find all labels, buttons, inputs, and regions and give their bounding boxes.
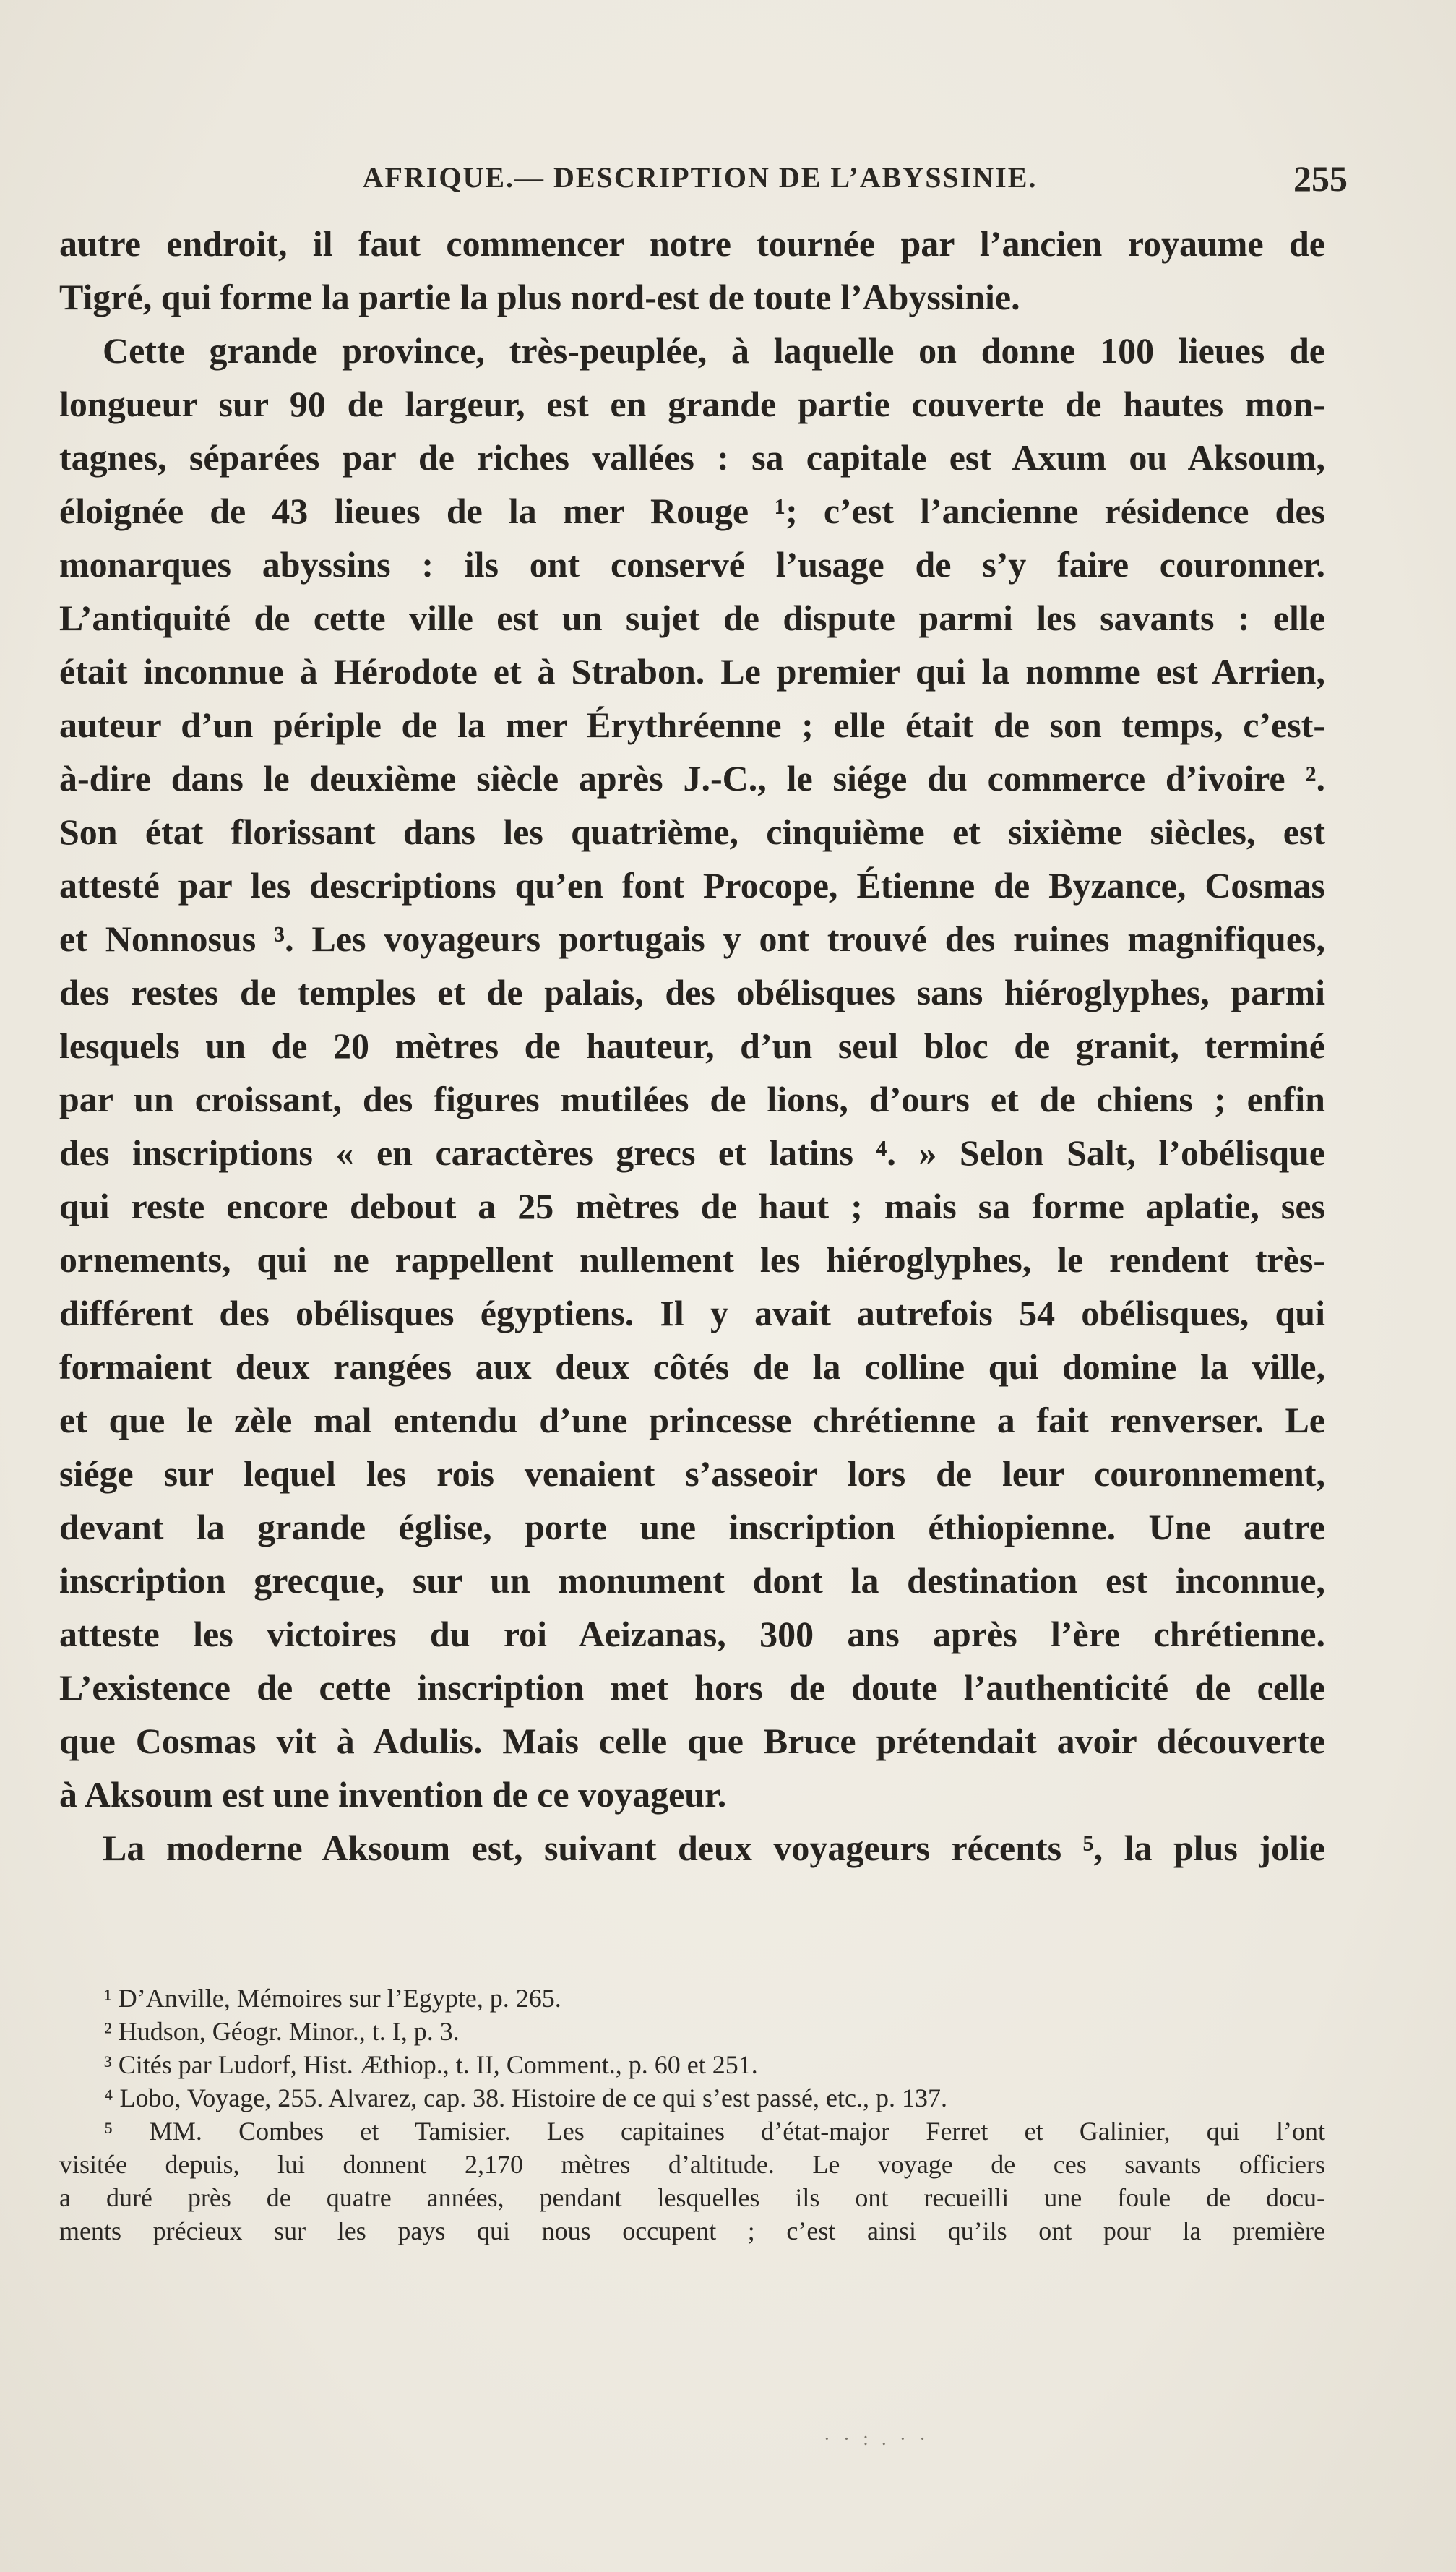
- page-number: 255: [1293, 158, 1348, 199]
- text-line: inscription grecque, sur un monument dont la destination est inconnue,: [59, 1560, 1325, 1601]
- text-line: et que le zèle mal entendu d’une princesse chrétienne a fait renverser. Le: [59, 1400, 1325, 1440]
- footnote-line: ments précieux sur les pays qui nous occupent ; c’est ainsi qu’ils ont pour la première: [59, 2216, 1325, 2245]
- footnote-line: ⁵ MM. Combes et Tamisier. Les capitaines d’état-major Ferret et Galinier, qui l’ont: [104, 2117, 1325, 2146]
- text-line: siége sur lequel les rois venaient s’asseoir lors de leur couronnement,: [59, 1453, 1325, 1494]
- text-line: attesté par les descriptions qu’en font Procope, Étienne de Byzance, Cosmas: [59, 865, 1325, 906]
- text-line: auteur d’un périple de la mer Érythréenne ; elle était de son temps, c’est-: [59, 705, 1325, 745]
- text-line: atteste les victoires du roi Aeizanas, 300 ans après l’ère chrétienne.: [59, 1614, 1325, 1654]
- footnote-line: visitée depuis, lui donnent 2,170 mètres d’altitude. Le voyage de ces savants officiers: [59, 2150, 1325, 2179]
- text-line: La moderne Aksoum est, suivant deux voyageurs récents ⁵, la plus jolie: [103, 1828, 1325, 1868]
- text-line: tagnes, séparées par de riches vallées : sa capitale est Axum ou Aksoum,: [59, 437, 1325, 478]
- text-line: Son état florissant dans les quatrième, cinquième et sixième siècles, est: [59, 812, 1325, 852]
- text-line: devant la grande église, porte une inscription éthiopienne. Une autre: [59, 1507, 1325, 1547]
- text-line: différent des obélisques égyptiens. Il y avait autrefois 54 obélisques, qui: [59, 1293, 1325, 1333]
- paper-specks-decoration: · · : . · ·: [824, 2428, 930, 2449]
- text-line: des inscriptions « en caractères grecs et latins ⁴. » Selon Salt, l’obélisque: [59, 1132, 1325, 1173]
- text-line: et Nonnosus ³. Les voyageurs portugais y ont trouvé des ruines magnifiques,: [59, 919, 1325, 959]
- text-line: qui reste encore debout a 25 mètres de haut ; mais sa forme aplatie, ses: [59, 1186, 1325, 1226]
- footnote-line: a duré près de quatre années, pendant lesquelles ils ont recueilli une foule de docu-: [59, 2183, 1325, 2212]
- text-line: lesquels un de 20 mètres de hauteur, d’un seul bloc de granit, terminé: [59, 1025, 1325, 1066]
- text-line: éloignée de 43 lieues de la mer Rouge ¹; c’est l’ancienne résidence des: [59, 491, 1325, 531]
- text-line: L’antiquité de cette ville est un sujet de dispute parmi les savants : elle: [59, 598, 1325, 638]
- text-line: à-dire dans le deuxième siècle après J.-C., le siége du commerce d’ivoire ².: [59, 758, 1325, 799]
- text-line: ornements, qui ne rappellent nullement les hiéroglyphes, le rendent très-: [59, 1239, 1325, 1280]
- footnote-line: ³ Cités par Ludorf, Hist. Æthiop., t. II, Comment., p. 60 et 251.: [104, 2050, 758, 2079]
- text-line: autre endroit, il faut commencer notre tournée par l’ancien royaume de: [59, 223, 1325, 264]
- footnotes: [59, 1982, 1325, 2248]
- text-line: formaient deux rangées aux deux côtés de la colline qui domine la ville,: [59, 1346, 1325, 1387]
- footnote-line: ¹ D’Anville, Mémoires sur l’Egypte, p. 265.: [104, 1984, 561, 2013]
- footnote-line: ² Hudson, Géogr. Minor., t. I, p. 3.: [104, 2017, 460, 2046]
- running-title: AFRIQUE.— DESCRIPTION DE L’ABYSSINIE.: [362, 161, 1038, 194]
- running-head: [59, 158, 1348, 211]
- text-line: Cette grande province, très-peuplée, à laquelle on donne 100 lieues de: [103, 330, 1325, 371]
- text-line: que Cosmas vit à Adulis. Mais celle que Bruce prétendait avoir découverte: [59, 1721, 1325, 1761]
- text-line: à Aksoum est une invention de ce voyageur.: [59, 1774, 727, 1815]
- text-line: monarques abyssins : ils ont conservé l’usage de s’y faire couronner.: [59, 544, 1325, 585]
- text-line: L’existence de cette inscription met hors de doute l’authenticité de celle: [59, 1667, 1325, 1708]
- text-line: longueur sur 90 de largeur, est en grande partie couverte de hautes mon-: [59, 384, 1325, 424]
- body-text: [59, 217, 1325, 1875]
- text-line: des restes de temples et de palais, des obélisques sans hiéroglyphes, parmi: [59, 972, 1325, 1012]
- text-line: était inconnue à Hérodote et à Strabon. Le premier qui la nomme est Arrien,: [59, 651, 1325, 692]
- text-line: Tigré, qui forme la partie la plus nord-est de toute l’Abyssinie.: [59, 277, 1020, 317]
- footnote-line: ⁴ Lobo, Voyage, 255. Alvarez, cap. 38. Histoire de ce qui s’est passé, etc., p. 137.: [104, 2083, 947, 2112]
- text-line: par un croissant, des figures mutilées de lions, d’ours et de chiens ; enfin: [59, 1079, 1325, 1119]
